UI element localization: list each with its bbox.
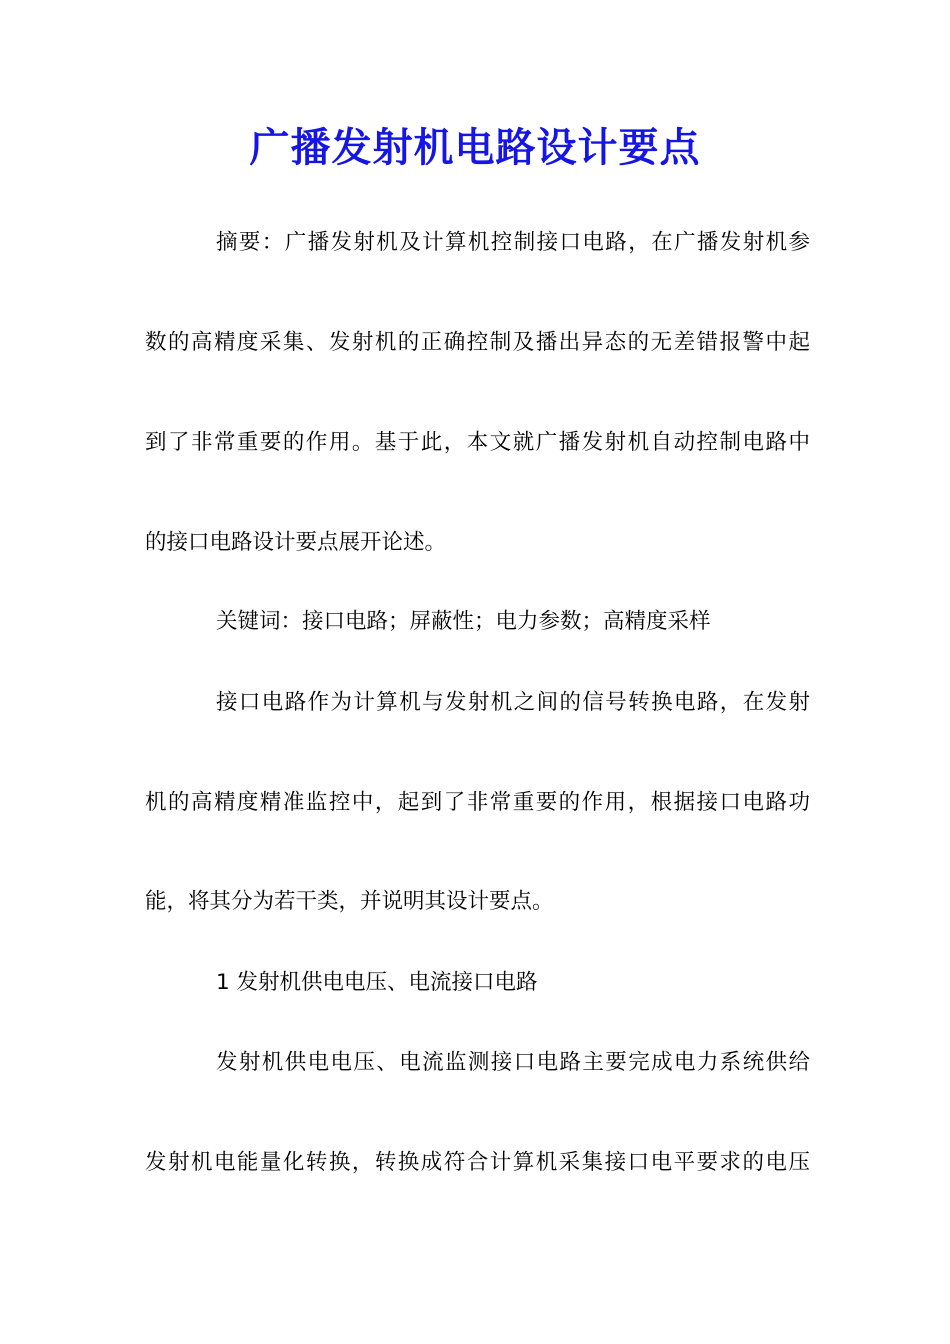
abstract-line-1: 摘要：广播发射机及计算机控制接口电路，在广播发射机参	[216, 230, 810, 255]
intro-line-1: 接口电路作为计算机与发射机之间的信号转换电路，在发射	[216, 690, 810, 715]
keywords-line: 关键词：接口电路；屏蔽性；电力参数；高精度采样	[216, 609, 711, 634]
section-1-line-1: 发射机供电电压、电流监测接口电路主要完成电力系统供给	[216, 1050, 810, 1075]
abstract-line-2: 数的高精度采集、发射机的正确控制及播出异态的无差错报警中起	[145, 330, 810, 355]
section-heading-1: 1 发射机供电电压、电流接口电路	[216, 970, 538, 995]
intro-line-3: 能，将其分为若干类，并说明其设计要点。	[145, 889, 554, 914]
abstract-line-3: 到了非常重要的作用。基于此，本文就广播发射机自动控制电路中	[145, 430, 810, 455]
document-title: 广播发射机电路设计要点	[249, 124, 701, 171]
abstract-line-4: 的接口电路设计要点展开论述。	[145, 530, 447, 555]
section-1-line-2: 发射机电能量化转换，转换成符合计算机采集接口电平要求的电压	[145, 1150, 810, 1175]
intro-line-2: 机的高精度精准监控中，起到了非常重要的作用，根据接口电路功	[145, 790, 810, 815]
